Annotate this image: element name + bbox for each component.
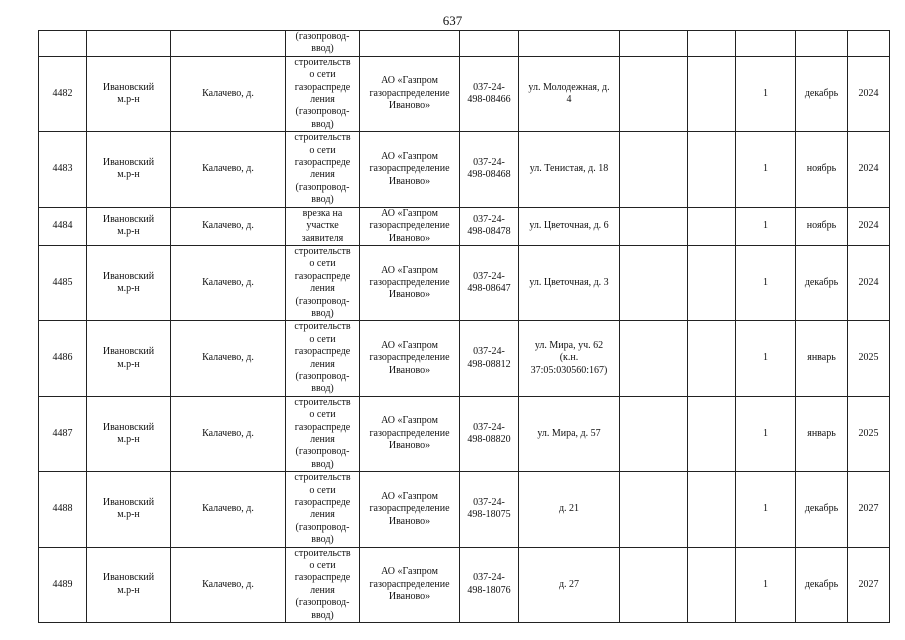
- cell-empty: [620, 547, 688, 622]
- cell-locality: Калачево, д.: [171, 132, 286, 207]
- cell-work: [286, 56, 360, 131]
- cell-line: о сети: [309, 144, 336, 156]
- cell-month: январь: [796, 321, 848, 396]
- cell-address: [519, 396, 620, 471]
- cell-line: 4: [566, 94, 572, 106]
- cell-district: [87, 245, 171, 320]
- cell-year: 2027: [848, 547, 890, 622]
- cell-line: 498-08647: [467, 283, 511, 295]
- cell-line: о сети: [309, 333, 336, 345]
- cell-empty: [688, 31, 736, 57]
- table-row: [39, 245, 890, 320]
- cell-num: 4483: [39, 132, 87, 207]
- cell-address: [519, 547, 620, 622]
- cell-line: АО «Газпром: [381, 150, 438, 162]
- cell-empty: [620, 396, 688, 471]
- cell-num: 4488: [39, 472, 87, 547]
- cell-num: [39, 31, 87, 57]
- cell-code: [460, 547, 519, 622]
- cell-line: газораспреде: [294, 270, 351, 282]
- cell-line: газораспределение: [369, 163, 450, 175]
- cell-work: [286, 547, 360, 622]
- cell-district: [87, 56, 171, 131]
- cell-num: 4484: [39, 207, 87, 245]
- cell-qty: 1: [736, 132, 796, 207]
- cell-year: 2024: [848, 56, 890, 131]
- cell-line: Иваново»: [388, 100, 431, 112]
- continuation-row: [39, 31, 890, 57]
- cell-line: 037-24-: [473, 497, 505, 509]
- cell-line: 037-24-: [473, 572, 505, 584]
- cell-address: [519, 132, 620, 207]
- gasification-table: [38, 30, 890, 623]
- table-row: [39, 396, 890, 471]
- cell-org: [360, 547, 460, 622]
- cell-qty: 1: [736, 396, 796, 471]
- cell-line: ления: [310, 358, 335, 370]
- cell-line: газораспределение: [369, 503, 450, 515]
- cell-line: (газопровод-: [295, 106, 350, 118]
- cell-org: [360, 245, 460, 320]
- cell-qty: 1: [736, 207, 796, 245]
- cell-qty: 1: [736, 321, 796, 396]
- cell-line: АО «Газпром: [381, 566, 438, 578]
- cell-line: 037-24-: [473, 346, 505, 358]
- cell-empty: [620, 245, 688, 320]
- cell-line: строительств: [294, 396, 351, 408]
- cell-line: 037-24-: [473, 157, 505, 169]
- cell-line: газораспределение: [369, 87, 450, 99]
- cell-line: ввод): [311, 458, 334, 470]
- cell-line: м.р-н: [117, 434, 140, 445]
- cell-year: 2027: [848, 472, 890, 547]
- cell-org: [360, 56, 460, 131]
- cell-month: ноябрь: [796, 207, 848, 245]
- cell-line: (газопровод-: [295, 521, 350, 533]
- cell-year: 2025: [848, 396, 890, 471]
- cell-line: ввод): [311, 194, 334, 206]
- table-row: [39, 472, 890, 547]
- cell-line: о сети: [309, 409, 336, 421]
- cell-line: 37:05:030560:167): [530, 364, 608, 376]
- cell-line: (газопровод-: [295, 370, 350, 382]
- cell-line: Иваново»: [388, 232, 431, 244]
- cell-org: [360, 207, 460, 245]
- cell-code: [460, 56, 519, 131]
- cell-work: [286, 396, 360, 471]
- cell-line: газораспределение: [369, 276, 450, 288]
- cell-line: газораспределение: [369, 220, 450, 232]
- cell-month: ноябрь: [796, 132, 848, 207]
- cell-line: ул. Мира, уч. 62: [534, 339, 604, 351]
- cell-district: [87, 207, 171, 245]
- cell-locality: [171, 31, 286, 57]
- cell-line: участке: [306, 220, 339, 232]
- cell-empty: [688, 56, 736, 131]
- cell-line: 037-24-: [473, 81, 505, 93]
- cell-line: ул. Цветочная, д. 6: [529, 220, 609, 232]
- cell-empty: [688, 132, 736, 207]
- cell-line: м.р-н: [117, 226, 140, 238]
- cell-empty: [620, 207, 688, 245]
- cell-line: газораспреде: [294, 346, 351, 358]
- cell-locality: Калачево, д.: [171, 472, 286, 547]
- cell-empty: [620, 321, 688, 396]
- cell-org: [360, 321, 460, 396]
- cell-line: 037-24-: [473, 270, 505, 282]
- cell-code: [460, 31, 519, 57]
- cell-work: [286, 472, 360, 547]
- table-row: [39, 132, 890, 207]
- cell-line: ввод): [311, 43, 334, 55]
- cell-line: АО «Газпром: [381, 415, 438, 427]
- cell-line: о сети: [309, 484, 336, 496]
- cell-line: Иваново»: [388, 289, 431, 301]
- cell-line: 498-08820: [467, 434, 511, 445]
- cell-code: [460, 132, 519, 207]
- cell-line: Иваново»: [388, 440, 431, 452]
- cell-empty: [620, 472, 688, 547]
- cell-locality: Калачево, д.: [171, 245, 286, 320]
- cell-year: 2024: [848, 207, 890, 245]
- cell-num: 4489: [39, 547, 87, 622]
- cell-empty: [688, 396, 736, 471]
- cell-line: д. 27: [558, 578, 580, 590]
- cell-line: газораспреде: [294, 157, 351, 169]
- cell-line: Иваново»: [388, 364, 431, 376]
- cell-address: [519, 31, 620, 57]
- cell-locality: Калачево, д.: [171, 396, 286, 471]
- table-row: [39, 56, 890, 131]
- cell-line: АО «Газпром: [381, 264, 438, 276]
- cell-org: [360, 396, 460, 471]
- cell-work: [286, 245, 360, 320]
- cell-line: ввод): [311, 118, 334, 130]
- cell-year: 2024: [848, 132, 890, 207]
- cell-address: [519, 472, 620, 547]
- cell-line: газораспределение: [369, 352, 450, 364]
- cell-line: Ивановский: [102, 157, 155, 169]
- cell-line: врезка на: [302, 207, 343, 219]
- cell-line: ул. Цветочная, д. 3: [529, 276, 609, 288]
- cell-district: [87, 472, 171, 547]
- cell-locality: Калачево, д.: [171, 207, 286, 245]
- cell-month: [796, 31, 848, 57]
- cell-line: (газопровод-: [295, 181, 350, 193]
- cell-line: Иваново»: [388, 591, 431, 603]
- cell-month: декабрь: [796, 245, 848, 320]
- table-row: [39, 547, 890, 622]
- cell-address: [519, 207, 620, 245]
- table-body: [39, 31, 890, 623]
- cell-district: [87, 547, 171, 622]
- cell-line: м.р-н: [117, 358, 140, 370]
- cell-qty: 1: [736, 245, 796, 320]
- cell-month: декабрь: [796, 547, 848, 622]
- cell-line: строительств: [294, 132, 351, 144]
- cell-num: 4485: [39, 245, 87, 320]
- cell-empty: [620, 56, 688, 131]
- cell-line: Ивановский: [102, 346, 155, 358]
- cell-empty: [688, 207, 736, 245]
- cell-line: 498-08468: [467, 169, 511, 181]
- cell-line: (газопровод-: [295, 446, 350, 458]
- cell-line: о сети: [309, 258, 336, 270]
- cell-line: ления: [310, 94, 335, 106]
- cell-qty: [736, 31, 796, 57]
- cell-locality: Калачево, д.: [171, 547, 286, 622]
- cell-org: [360, 31, 460, 57]
- cell-year: 2024: [848, 245, 890, 320]
- cell-qty: 1: [736, 547, 796, 622]
- table-row: [39, 321, 890, 396]
- cell-code: [460, 396, 519, 471]
- cell-line: м.р-н: [117, 283, 140, 295]
- cell-line: газораспреде: [294, 81, 351, 93]
- cell-line: АО «Газпром: [381, 207, 438, 219]
- cell-line: 498-08466: [467, 94, 511, 106]
- cell-org: [360, 472, 460, 547]
- cell-line: газораспреде: [294, 421, 351, 433]
- cell-month: декабрь: [796, 472, 848, 547]
- cell-locality: Калачево, д.: [171, 56, 286, 131]
- cell-empty: [688, 321, 736, 396]
- cell-locality: Калачево, д.: [171, 321, 286, 396]
- cell-line: о сети: [309, 560, 336, 572]
- cell-line: 498-18076: [467, 584, 511, 596]
- cell-line: м.р-н: [117, 169, 140, 181]
- cell-line: Ивановский: [102, 81, 155, 93]
- cell-code: [460, 321, 519, 396]
- cell-address: [519, 56, 620, 131]
- cell-district: [87, 321, 171, 396]
- cell-line: м.р-н: [117, 584, 140, 596]
- cell-work: [286, 132, 360, 207]
- cell-line: Ивановский: [102, 572, 155, 584]
- cell-line: 037-24-: [473, 421, 505, 433]
- cell-line: ления: [310, 509, 335, 521]
- cell-line: о сети: [309, 69, 336, 81]
- cell-line: 498-08478: [467, 226, 511, 238]
- cell-line: 498-18075: [467, 509, 511, 521]
- cell-work: [286, 31, 360, 57]
- cell-line: д. 21: [558, 503, 580, 515]
- cell-code: [460, 207, 519, 245]
- cell-address: [519, 245, 620, 320]
- cell-year: [848, 31, 890, 57]
- cell-line: строительств: [294, 245, 351, 257]
- cell-month: январь: [796, 396, 848, 471]
- cell-line: газораспреде: [294, 572, 351, 584]
- cell-line: газораспределение: [369, 578, 450, 590]
- cell-empty: [620, 31, 688, 57]
- cell-line: газораспреде: [294, 497, 351, 509]
- cell-line: Иваново»: [388, 175, 431, 187]
- cell-qty: 1: [736, 472, 796, 547]
- cell-line: строительств: [294, 56, 351, 68]
- cell-line: (газопровод-: [295, 597, 350, 609]
- cell-empty: [620, 132, 688, 207]
- cell-num: 4486: [39, 321, 87, 396]
- cell-line: ввод): [311, 534, 334, 546]
- cell-work: [286, 321, 360, 396]
- cell-line: Ивановский: [102, 497, 155, 509]
- cell-line: Ивановский: [102, 421, 155, 433]
- cell-line: газораспределение: [369, 427, 450, 439]
- cell-code: [460, 245, 519, 320]
- table-row: [39, 207, 890, 245]
- cell-line: АО «Газпром: [381, 490, 438, 502]
- cell-qty: 1: [736, 56, 796, 131]
- page-number: 637: [442, 13, 463, 28]
- cell-address: [519, 321, 620, 396]
- cell-line: ул. Мира, д. 57: [537, 427, 601, 439]
- cell-line: ления: [310, 434, 335, 445]
- cell-work: [286, 207, 360, 245]
- cell-num: 4487: [39, 396, 87, 471]
- cell-line: ввод): [311, 307, 334, 319]
- cell-line: ввод): [311, 609, 334, 621]
- cell-num: 4482: [39, 56, 87, 131]
- cell-line: (газопровод-: [295, 31, 350, 42]
- cell-line: 037-24-: [473, 213, 505, 225]
- cell-line: 498-08812: [467, 358, 511, 370]
- cell-org: [360, 132, 460, 207]
- cell-empty: [688, 547, 736, 622]
- cell-district: [87, 396, 171, 471]
- cell-month: декабрь: [796, 56, 848, 131]
- cell-line: м.р-н: [117, 94, 140, 106]
- cell-empty: [688, 472, 736, 547]
- cell-line: строительств: [294, 547, 351, 559]
- cell-line: ввод): [311, 383, 334, 395]
- cell-line: ул. Тенистая, д. 18: [529, 163, 609, 175]
- cell-line: (газопровод-: [295, 295, 350, 307]
- cell-line: ления: [310, 283, 335, 295]
- cell-code: [460, 472, 519, 547]
- cell-line: Ивановский: [102, 270, 155, 282]
- cell-line: ления: [310, 169, 335, 181]
- cell-line: строительств: [294, 472, 351, 484]
- cell-district: [87, 132, 171, 207]
- cell-line: ления: [310, 584, 335, 596]
- cell-empty: [688, 245, 736, 320]
- cell-line: АО «Газпром: [381, 339, 438, 351]
- cell-line: АО «Газпром: [381, 75, 438, 87]
- cell-line: строительств: [294, 321, 351, 333]
- cell-district: [87, 31, 171, 57]
- cell-line: м.р-н: [117, 509, 140, 521]
- cell-line: (к.н.: [559, 352, 579, 364]
- cell-year: 2025: [848, 321, 890, 396]
- cell-line: Иваново»: [388, 515, 431, 527]
- cell-line: заявителя: [301, 232, 344, 244]
- cell-line: ул. Молодежная, д.: [528, 81, 610, 93]
- cell-line: Ивановский: [102, 213, 155, 225]
